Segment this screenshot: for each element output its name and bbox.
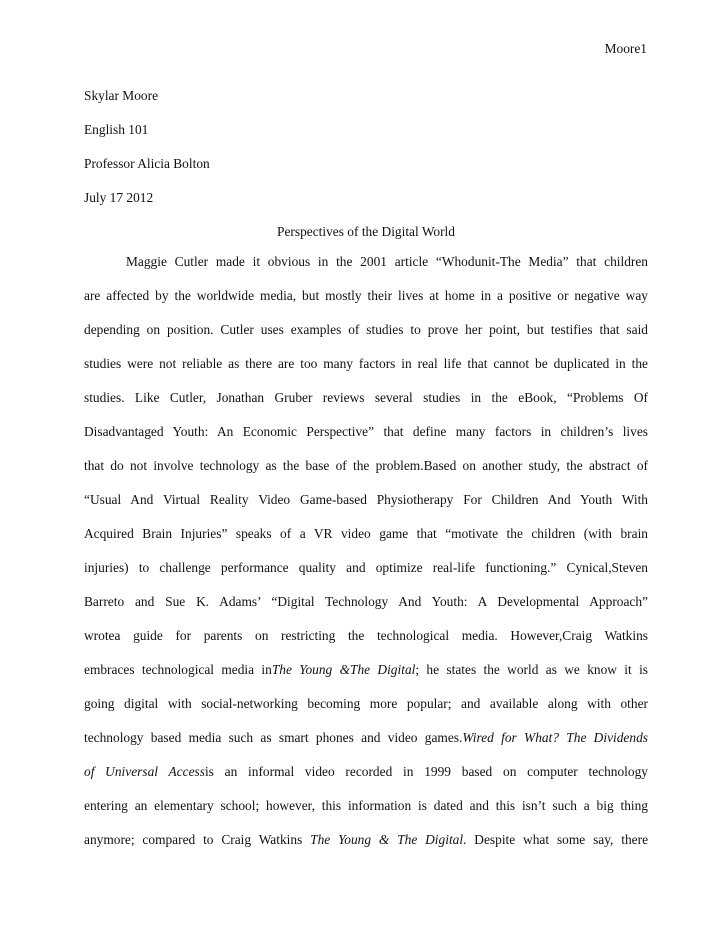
line-text: that do not involve technology as the base of the problem.Based on another study, the abstract of [84, 458, 648, 473]
line-text: depending on position. Cutler uses examples of studies to prove her point, but testifies that said [84, 322, 648, 337]
paragraph-line [84, 559, 648, 577]
paragraph-line [84, 695, 648, 713]
line-text: are affected by the worldwide media, but mostly their lives at home in a positive or negative way [84, 288, 648, 303]
course-name: English 101 [84, 122, 149, 137]
line-text: injuries) to challenge performance quality and optimize real-life functioning.” Cynical,Steven [84, 560, 648, 575]
italic-title-text: The Young & The Digital [310, 832, 464, 847]
essay-title: Perspectives of the Digital World [277, 224, 455, 239]
professor-name: Professor Alicia Bolton [84, 156, 210, 171]
line-text: Maggie Cutler made it obvious in the 2001 article “Whodunit-The Media” that children [126, 254, 648, 269]
line-text: embraces technological media in [84, 662, 272, 677]
line-text: technology based media such as smart phones and video games. [84, 730, 463, 745]
line-text: studies were not reliable as there are too many factors in real life that cannot be duplicated in the [84, 356, 648, 371]
paragraph-line [84, 491, 648, 509]
line-text: Disadvantaged Youth: An Economic Perspective” that define many factors in children’s lives [84, 424, 648, 439]
paragraph-line [84, 355, 648, 373]
author-name: Skylar Moore [84, 88, 159, 103]
paragraph-line [84, 321, 648, 339]
line-text: is an informal video recorded in 1999 based on computer technology [204, 764, 648, 779]
line-text: going digital with social-networking becoming more popular; and available along with other [84, 696, 648, 711]
italic-title-text: of Universal Access [84, 764, 205, 779]
paragraph-line [84, 593, 648, 611]
paragraph-line [84, 763, 648, 781]
running-head: Moore1 [604, 41, 647, 56]
line-text: entering an elementary school; however, this information is dated and this isn’t such a big thing [84, 798, 648, 813]
line-text: wrotea guide for parents on restricting the technological media. However,Craig Watkins [84, 628, 648, 643]
paragraph-line [84, 831, 648, 849]
paragraph-line [84, 423, 648, 441]
paragraph-line [84, 797, 648, 815]
paragraph-line [84, 457, 648, 475]
line-text: studies. Like Cutler, Jonathan Gruber reviews several studies in the eBook, “Problems Of [84, 390, 648, 405]
paragraph-line [84, 627, 648, 645]
line-text: Acquired Brain Injuries” speaks of a VR video game that “motivate the children (with brain [84, 526, 648, 541]
document-date: July 17 2012 [84, 190, 154, 205]
line-text: . Despite what some say, there [463, 832, 649, 847]
paragraph-line [84, 661, 648, 679]
line-text: Barreto and Sue K. Adams’ “Digital Technology And Youth: A Developmental Approach” [84, 594, 648, 609]
paragraph-line [84, 525, 648, 543]
italic-title-text: Wired for What? The Dividends [462, 730, 648, 745]
paragraph-line [126, 253, 648, 271]
paragraph-line [84, 389, 648, 407]
paragraph-line [84, 729, 648, 747]
paragraph-line [84, 287, 648, 305]
italic-title-text: The Young &The Digital [271, 662, 416, 677]
line-text: “Usual And Virtual Reality Video Game-based Physiotherapy For Children And Youth With [84, 492, 648, 507]
line-text: ; he states the world as we know it is [415, 662, 648, 677]
line-text: anymore; compared to Craig Watkins [84, 832, 311, 847]
